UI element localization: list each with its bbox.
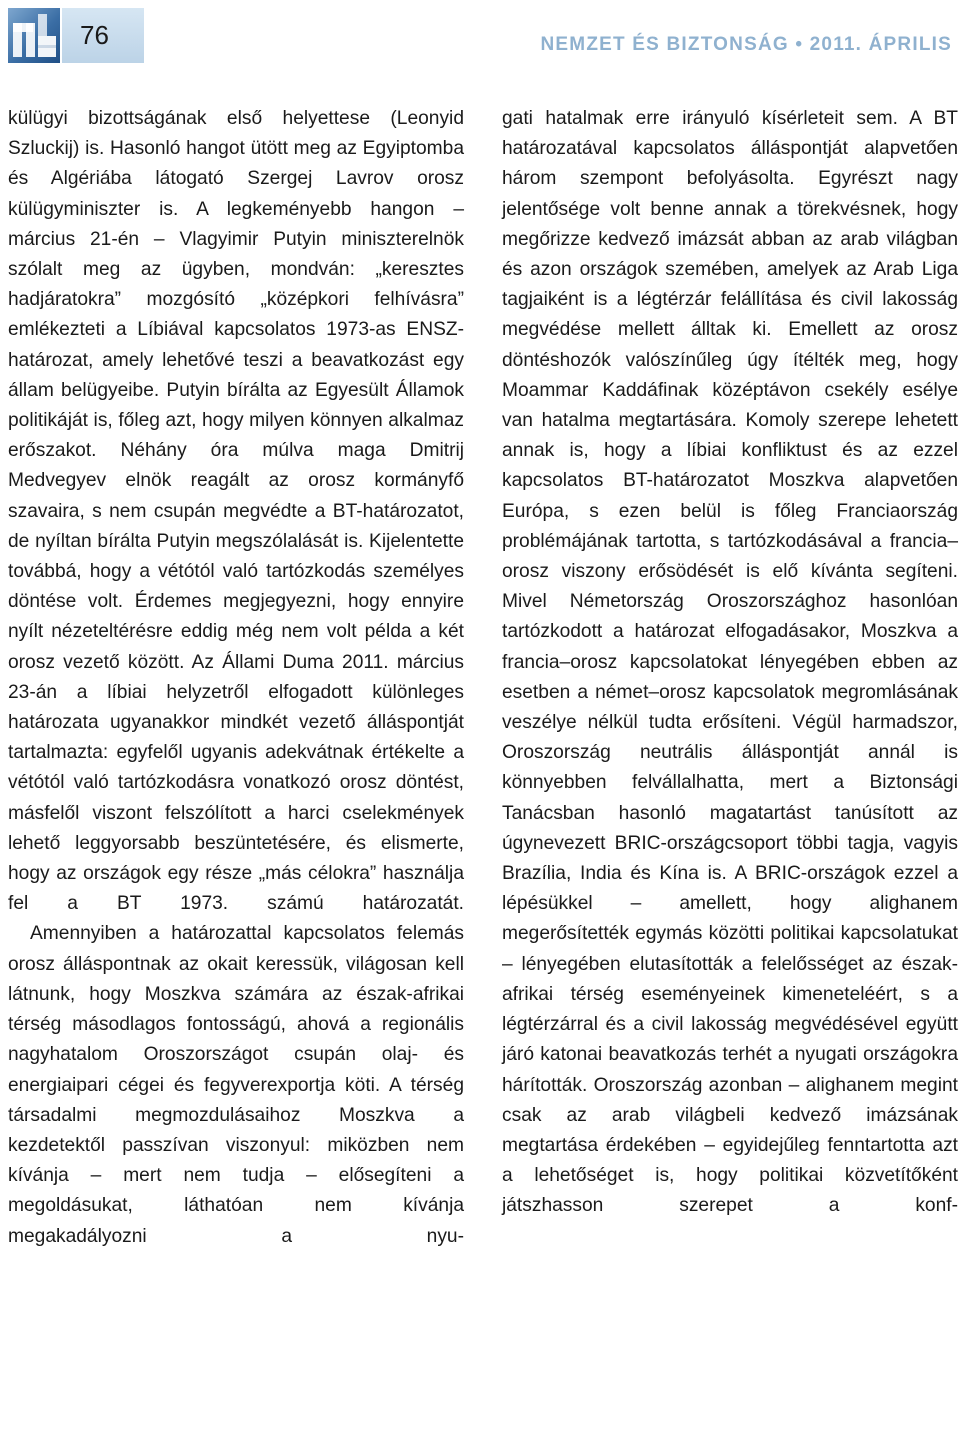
right-paragraph-1: gati hatalmak erre irányuló kísérleteit sem. A BT határozatával kapcsolatos álláspontját alapvetően három szempont befolyásolta. Egyrészt nagy jelentősége volt benne annak a törekvésnek, hogy megőrizze kedvező imázsát abban az arab világban és azon országok szemében, amelyek az Arab Liga tagjaiként is a légtérzár felállítása és civil lakosság megvédése mellett álltak ki. Emellett az orosz döntéshozók valószínűleg úgy ítélték meg, hogy Moammar Kaddáfinak középtávon csekély esélye van hatalma megtartására. Komoly szerepe lehetett annak is, hogy a líbiai konfliktust és az ezzel kapcsolatos BT-határozatot Moszkva alapvetően Európa, s ezen belül is főleg Franciaország problémájának tartotta, s tartózkodásával a francia–orosz viszony erősödését is elő kívánta segíteni. Mivel Németország Oroszországhoz hasonlóan tartózkodott a határozat elfogadásakor, Moszkva a francia–orosz kapcsolatokat lényegében ebben az esetben a német–orosz kapcsolatok megromlásának veszélye nélkül tudta erősíteni. Végül harmadszor, Oroszország neutrális álláspontját annál is könnyebben felvállalhatta, mert a Biztonsági Tanácsban hasonló magatartást tanúsított az úgynevezett BRIC-országcsoport többi tagja, vagyis Brazília, India és Kína is. A BRIC-országok ezzel a lépésükkel – amellett, hogy alighanem megerősítették egymás közötti politikai kapcsolatukat – lényegében elutasították a felelősséget az észak-afrikai térség eseményeinek kimeneteléért, s a légtérzárral és a civil lakosság megvédésével együtt járó katonai beavatkozás terhét a nyugati országokra hárították. Oroszország azonban – alighanem megint csak az arab világbeli kedvező imázsának megtartása érdekében – egyidejűleg fenntartotta azt a lehetőséget is, hogy politikai közvetítőként játszhasson szerepet a konf-: [502, 108, 958, 1217]
nb-logo-icon: [8, 8, 60, 63]
right-text-column: [502, 104, 958, 1222]
left-text-column: [8, 104, 464, 1252]
left-paragraph-1: külügyi bizottságának első helyettese (Leonyid Szluckij) is. Hasonló hangot ütött meg az Egyiptomba és Algériába látogató Szergej Lavrov orosz külügyminiszter is. A legkeményebb hangon – március 21-én – Vlagyimir Putyin miniszterelnök szólalt meg az ügyben, mondván: „keresztes hadjáratokra” mozgósító „középkori felhívásra” emlékezteti a Líbiával kapcsolatos 1973-as ENSZ-határozat, amely lehetővé teszi a beavatkozást egy állam belügyeibe. Putyin bírálta az Egyesült Államok politikáját is, főleg azt, hogy milyen könnyen alkalmaz erőszakot. Néhány óra múlva maga Dmitrij Medvegyev elnök reagált az orosz kormányfő szavaira, s nem csupán megvédte a BT-határozatot, de nyíltan bírálta Putyin megszólalását is. Kijelentette továbbá, hogy a vétótól való tartózkodás személyes döntése volt. Érdemes megjegyezni, hogy ennyire nyílt nézeteltérésre eddig még nem volt példa a két orosz vezető között. Az Állami Duma 2011. március 23-án a líbiai helyzetről elfogadott különleges határozata ugyanakkor mindkét vezető álláspontját tartalmazta: egyfelől ugyanis adekvátnak értékelte a vétótól való tartózkodásra vonatkozó orosz döntést, másfelől viszont felszólított a harci cselekmények lehető leggyorsabb beszüntetésére, és elismerte, hogy az országok egy része „más célokra” használja fel a BT 1973. számú határozatát.: [8, 108, 464, 915]
page-number: 76: [80, 20, 109, 50]
journal-running-title: NEMZET ÉS BIZTONSÁG • 2011. ÁPRILIS: [540, 34, 952, 55]
page-number-tab: [60, 8, 144, 63]
journal-logo: [8, 8, 60, 63]
page-header: [0, 0, 960, 70]
left-paragraph-2: Amennyiben a határozattal kapcsolatos felemás orosz álláspontnak az okait keressük, világosan kell látnunk, hogy Moszkva számára az észak-afrikai térség másodlagos fontosságú, ahová a regionális nagyhatalom Oroszországot csupán olaj- és energiaipari cégei és fegyverexportja köti. A térség társadalmi megmozdulásaihoz Moszkva a kezdetektől passzívan viszonyul: miközben nem kívánja – mert nem tudja – elősegíteni a megoldásukat, láthatóan nem kívánja megakadályozni a nyu-: [8, 923, 464, 1247]
